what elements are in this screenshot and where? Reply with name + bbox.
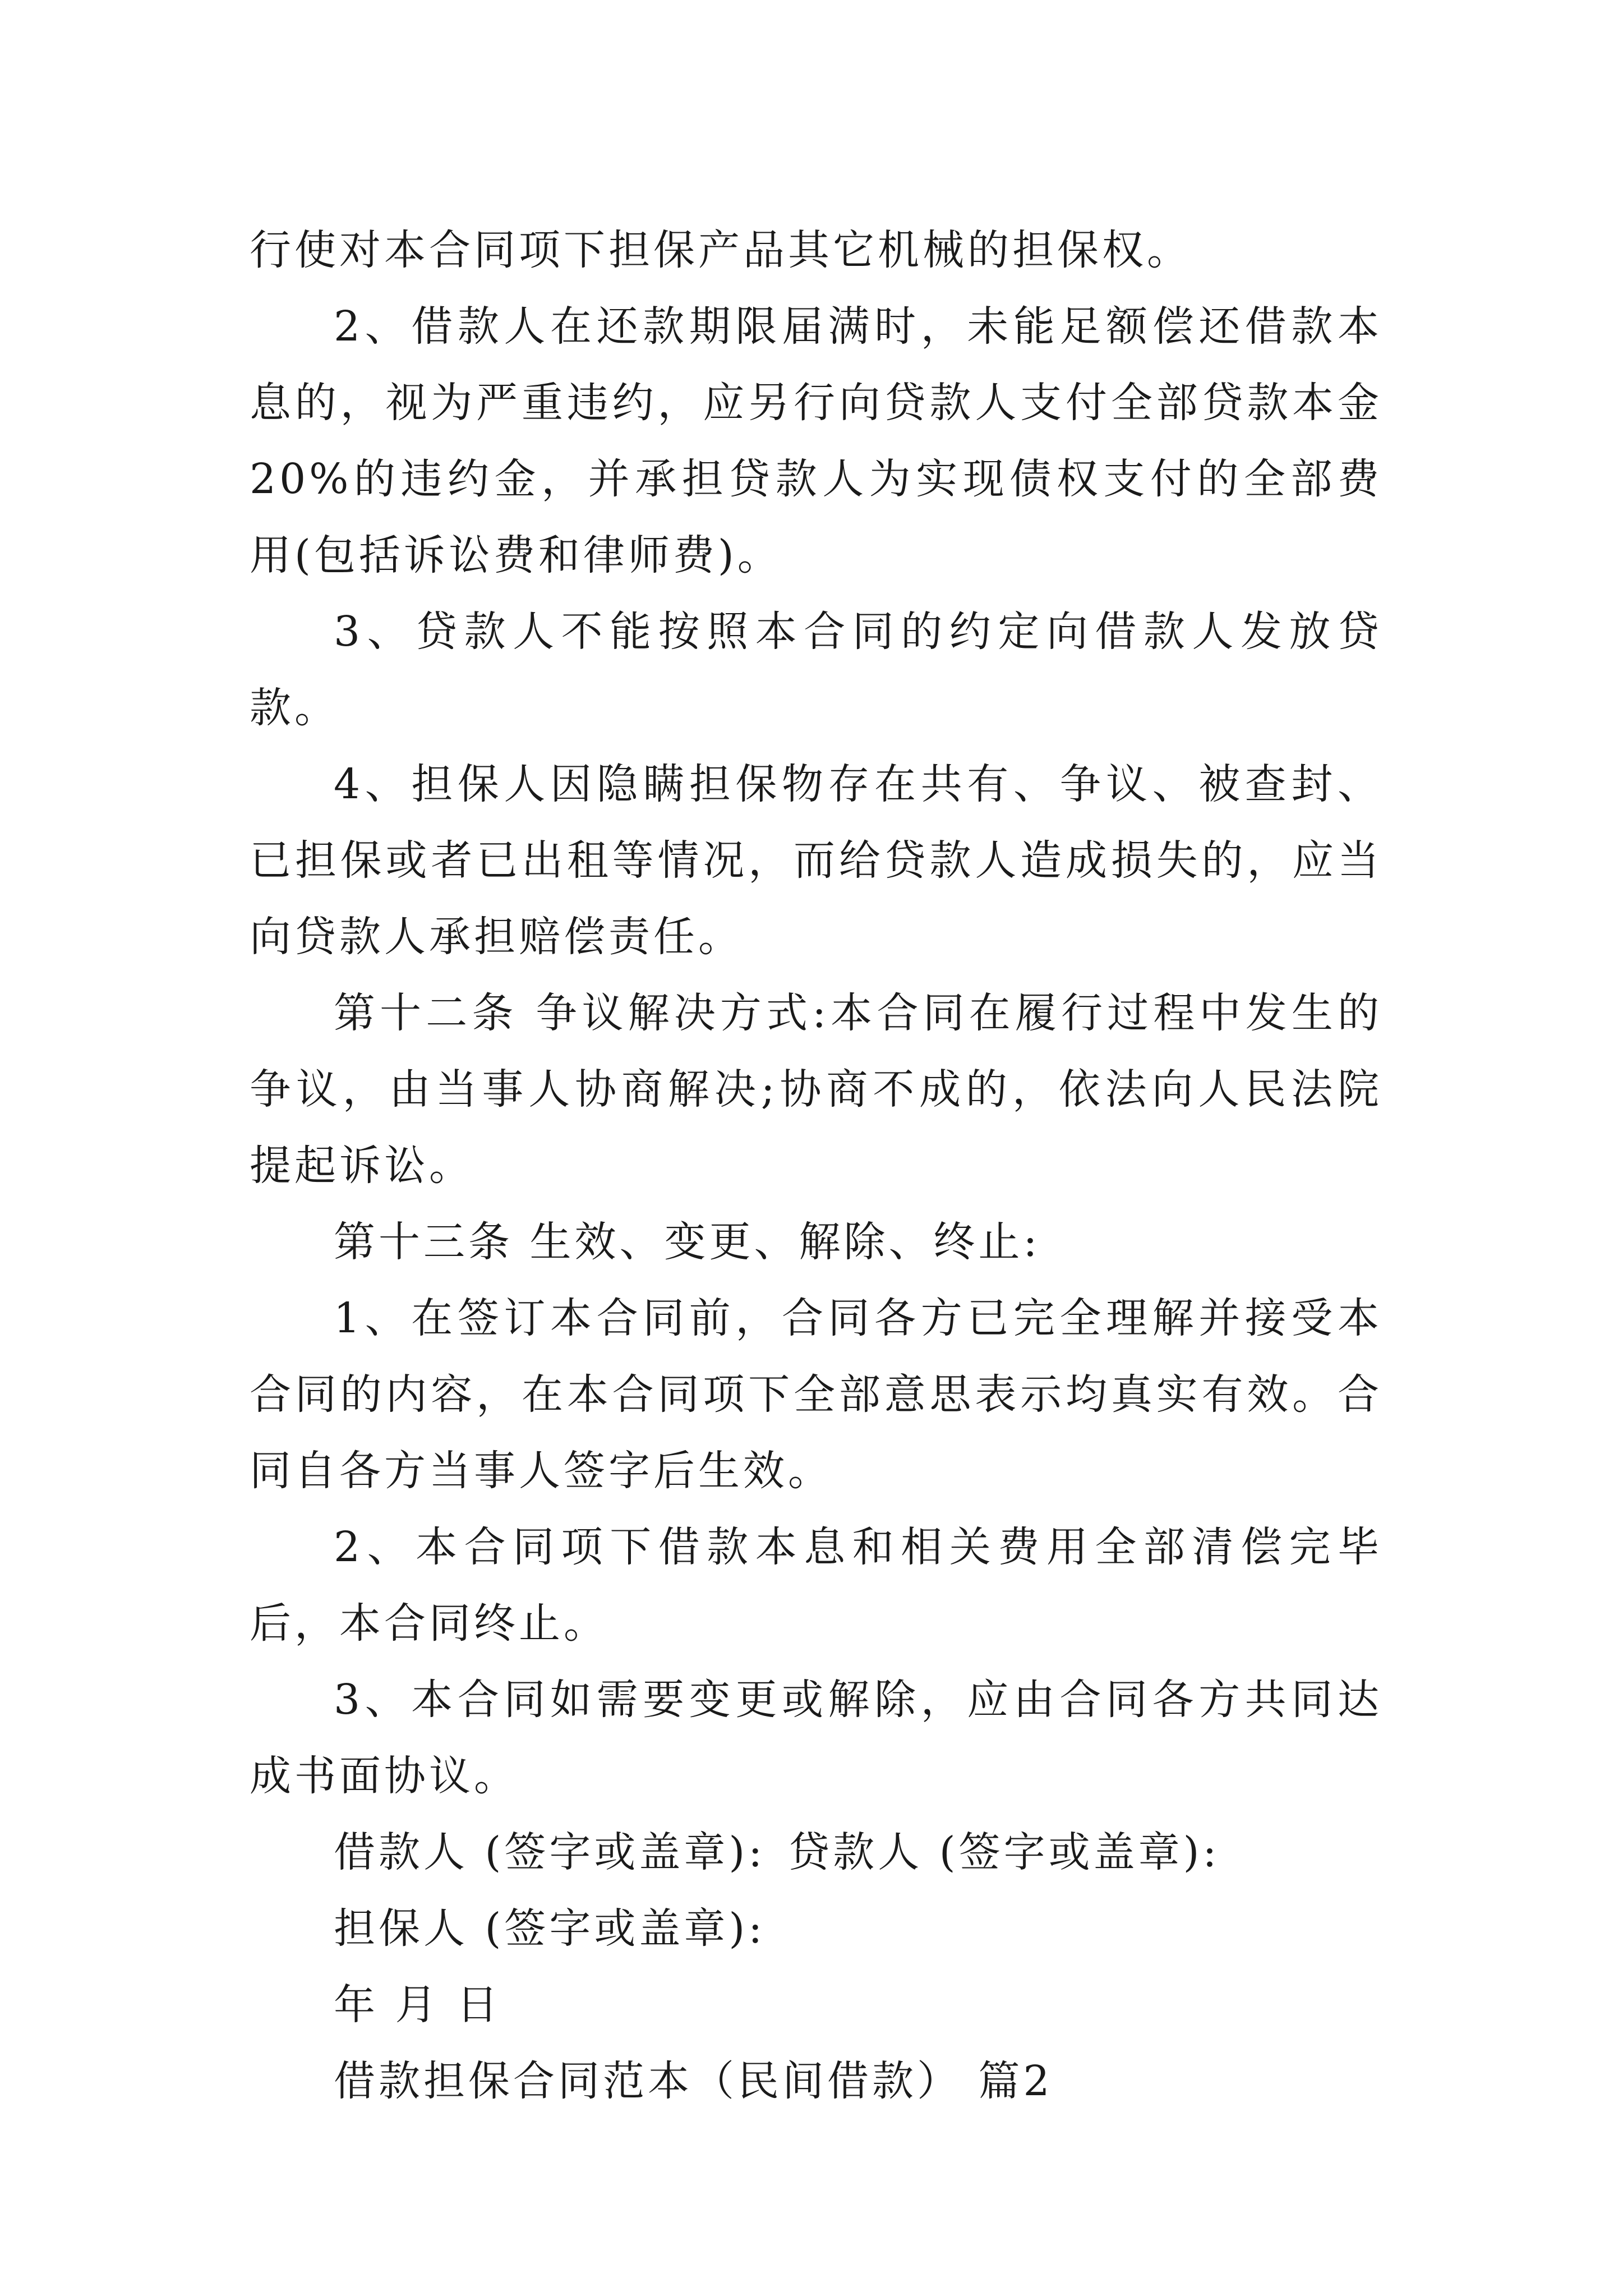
guarantor-signature-label: 担保人 (签字或盖章): (334, 1904, 766, 1953)
borrower-signature-label: 借款人 (签字或盖章): (334, 1828, 766, 1876)
paragraph-item-2: 2、借款人在还款期限届满时，未能足额偿还借款本息的，视为严重违约，应另行向贷款人支付全部贷款本金 20%的违约金，并承担贷款人为实现债权支付的全部费用(包括诉讼费和律师费)。 (250, 302, 1382, 579)
paragraph-continuation: 行使对本合同项下担保产品其它机械的担保权。 (250, 226, 1192, 274)
paragraph-article-13-item-3: 3、本合同如需要变更或解除，应由合同各方共同达成书面协议。 (250, 1676, 1382, 1800)
paragraph-item-3: 3、贷款人不能按照本合同的约定向借款人发放贷款。 (250, 608, 1382, 732)
paragraph-article-13-item-2: 2、本合同项下借款本息和相关费用全部清偿完毕后，本合同终止。 (250, 1523, 1382, 1648)
paragraph-article-12: 第十二条 争议解决方式:本合同在履行过程中发生的争议，由当事人协商解决;协商不成的，依法向人民法院提起诉讼。 (250, 989, 1382, 1190)
paragraph-item-4: 4、担保人因隐瞒担保物存在共有、争议、被查封、已担保或者已出租等情况，而给贷款人造成损失的，应当向贷款人承担赔偿责任。 (250, 760, 1382, 961)
paragraph-article-13-heading: 第十三条 生效、变更、解除、终止: (334, 1218, 1041, 1266)
signature-line-borrower-lender (250, 1814, 1382, 1890)
paragraph-article-13-item-1: 1、在签订本合同前，合同各方已完全理解并接受本合同的内容，在本合同项下全部意思表示均真实有效。合同自各方当事人签字后生效。 (250, 1294, 1382, 1495)
signature-date: 年 月 日 (334, 1981, 502, 2029)
lender-signature-label: 贷款人 (签字或盖章): (788, 1828, 1220, 1876)
document-body (250, 212, 1382, 2119)
next-section-title: 借款担保合同范本（民间借款） 篇2 (334, 2057, 1053, 2105)
